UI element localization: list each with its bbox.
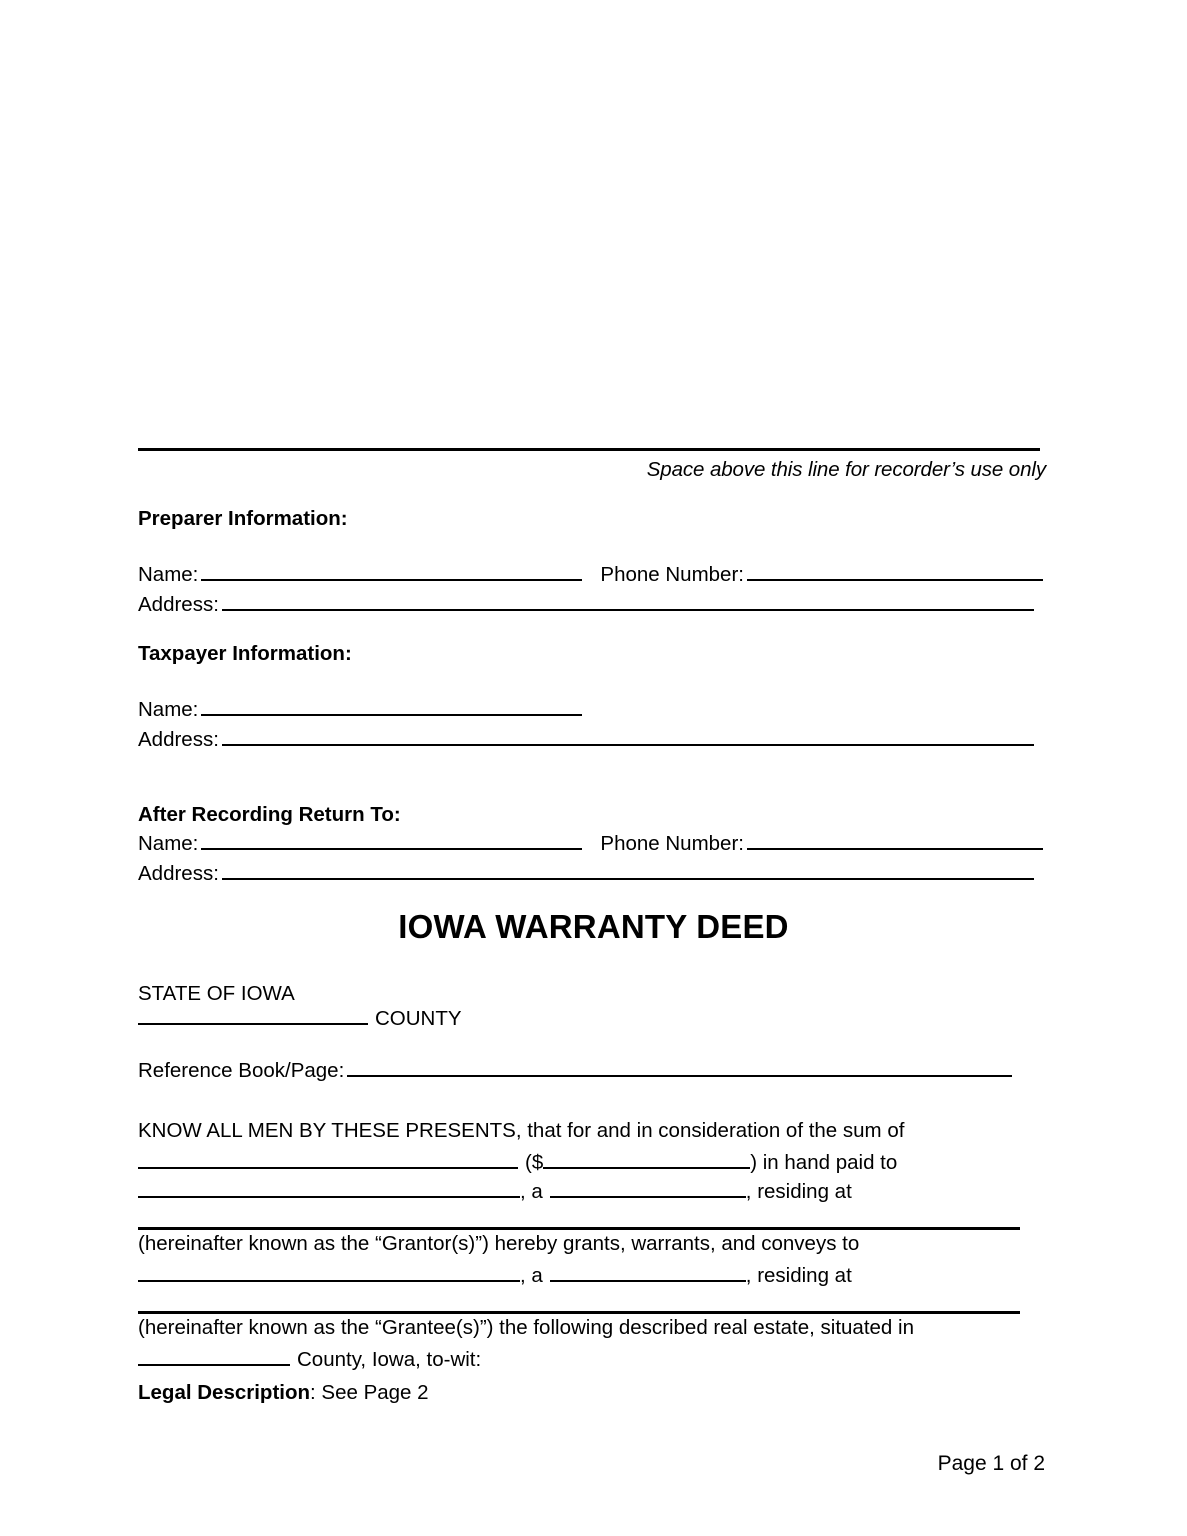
preparer-name-row (138, 560, 1043, 587)
recorder-use-note: Space above this line for recorder’s use only (646, 458, 1046, 481)
consideration-amount-input[interactable] (543, 1148, 750, 1169)
return-to-address-input[interactable] (222, 859, 1034, 880)
recorder-blank-space (138, 60, 1040, 450)
page-title: IOWA WARRANTY DEED (398, 908, 789, 945)
legal-description-row (138, 1381, 429, 1405)
dollar-open-paren: ($ (525, 1150, 544, 1174)
preparer-heading: Preparer Information: (138, 507, 348, 530)
legal-description-label: Legal Description (138, 1381, 311, 1404)
preparer-address-row (138, 590, 1034, 617)
return-to-name-row (138, 829, 1043, 856)
return-to-address-label: Address: (138, 861, 219, 885)
grantee-address-input[interactable] (138, 1311, 1020, 1314)
grantor-name-row (138, 1177, 852, 1204)
property-county-tail: County, Iowa, to-wit: (297, 1347, 482, 1371)
return-to-name-input[interactable] (201, 829, 582, 850)
grantor-name-input[interactable] (138, 1177, 520, 1198)
preparer-address-label: Address: (138, 592, 219, 616)
grantor-residing-at: , residing at (745, 1179, 852, 1203)
return-to-address-row (138, 859, 1034, 886)
return-to-phone-label: Phone Number: (600, 831, 744, 855)
grantee-name-input[interactable] (138, 1261, 520, 1282)
dollar-close-text: ) in hand paid to (750, 1150, 898, 1174)
grantor-clause-text: (hereinafter known as the “Grantor(s)”) hereby grants, warrants, and conveys to (138, 1232, 860, 1255)
reference-book-page-row (138, 1056, 1012, 1083)
grantor-comma-a: , a (520, 1179, 543, 1203)
taxpayer-name-label: Name: (138, 697, 199, 721)
state-of-iowa-line (138, 982, 295, 1006)
taxpayer-heading: Taxpayer Information: (138, 642, 352, 665)
taxpayer-address-input[interactable] (222, 725, 1034, 746)
grantee-residing-at: , residing at (745, 1263, 852, 1287)
know-all-men-line (138, 1119, 904, 1143)
return-to-name-label: Name: (138, 831, 199, 855)
county-input[interactable] (138, 1004, 368, 1025)
taxpayer-address-row (138, 725, 1034, 752)
state-label: STATE OF IOWA (138, 982, 295, 1005)
return-to-heading: After Recording Return To: (138, 803, 401, 826)
reference-book-page-input[interactable] (347, 1056, 1012, 1077)
return-to-phone-input[interactable] (747, 829, 1043, 850)
grantee-comma-a: , a (520, 1263, 543, 1287)
preparer-phone-label: Phone Number: (600, 562, 744, 586)
taxpayer-name-input[interactable] (201, 695, 582, 716)
grantee-clause-text: (hereinafter known as the “Grantee(s)”) the following described real estate, situated in (138, 1316, 914, 1339)
county-line (138, 1004, 462, 1031)
grantee-clause-line (138, 1316, 914, 1340)
consideration-words-input[interactable] (138, 1148, 518, 1169)
grantor-clause-line (138, 1232, 859, 1256)
consideration-row (138, 1148, 897, 1175)
grantee-name-row (138, 1261, 852, 1288)
preparer-phone-input[interactable] (747, 560, 1043, 581)
grantee-entity-type-input[interactable] (550, 1261, 746, 1282)
grantor-entity-type-input[interactable] (550, 1177, 746, 1198)
preparer-name-input[interactable] (201, 560, 582, 581)
know-all-men-text: KNOW ALL MEN BY THESE PRESENTS, that for and in consideration of the sum of (138, 1119, 905, 1142)
legal-description-value: : See Page 2 (310, 1381, 429, 1404)
recorder-divider-rule (138, 448, 1040, 451)
grantor-address-input[interactable] (138, 1227, 1020, 1230)
page-number-footer: Page 1 of 2 (937, 1452, 1045, 1475)
property-county-input[interactable] (138, 1345, 290, 1366)
preparer-address-input[interactable] (222, 590, 1034, 611)
county-label: COUNTY (375, 1006, 462, 1030)
reference-book-page-label: Reference Book/Page: (138, 1058, 345, 1082)
preparer-name-label: Name: (138, 562, 199, 586)
taxpayer-address-label: Address: (138, 727, 219, 751)
taxpayer-name-row (138, 695, 582, 722)
property-county-row (138, 1345, 481, 1372)
